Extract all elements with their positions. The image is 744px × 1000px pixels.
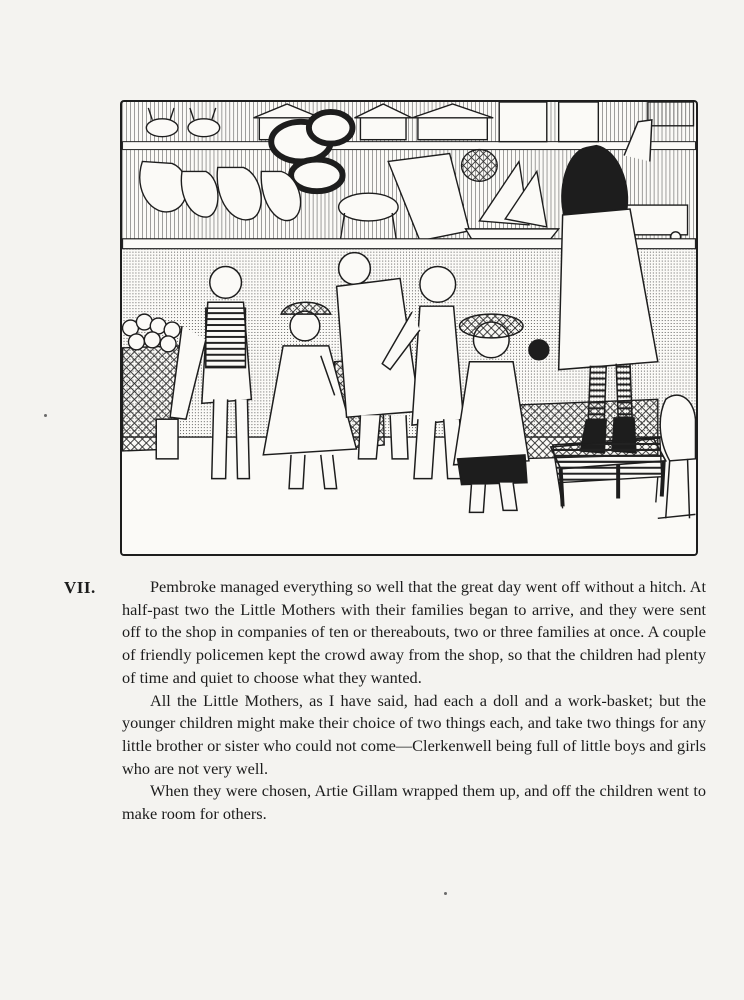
body-text xyxy=(122,576,706,826)
toy-shop-illustration xyxy=(120,100,698,556)
stray-mark xyxy=(44,414,47,417)
chapter-number: VII. xyxy=(64,578,96,597)
stray-mark xyxy=(444,892,447,895)
paragraph: All the Little Mothers, as I have said, had each a doll and a work-basket; but the younger children might make their choice of two things each, and take two things for any little brother or sister who could not come—Clerkenwell being full of little boys and girls who are not very well. xyxy=(122,690,706,778)
paragraph: Pembroke managed everything so well that the great day went off without a hitch. At half-past two the Little Mothers with their families began to arrive, and they were sent off to the shop in companies of ten or thereabouts, two or three families at once. A couple of friendly policemen kept the crowd away from the shop, so that the children had plenty of time and quiet to choose what they wanted. xyxy=(122,577,706,687)
paragraph: When they were chosen, Artie Gillam wrapped them up, and off the children went to make room for others. xyxy=(122,781,706,824)
